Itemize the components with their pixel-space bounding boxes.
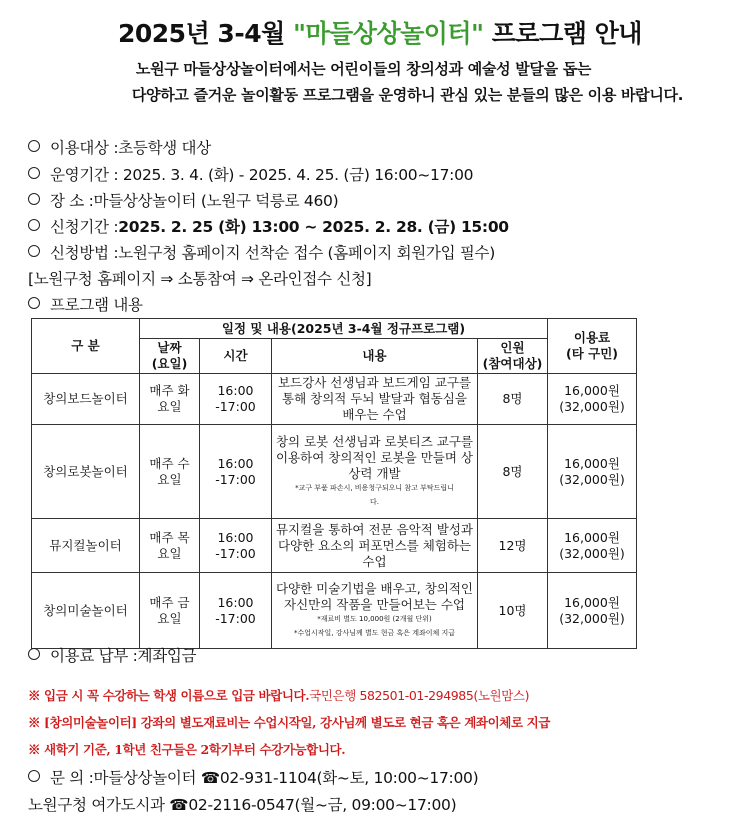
row-people: 8명 — [478, 374, 548, 425]
circle-bullet-icon — [28, 219, 40, 231]
row-fee: 16,000원 (32,000원) — [548, 425, 637, 519]
circle-bullet-icon — [28, 648, 40, 660]
row-fee: 16,000원 (32,000원) — [548, 519, 637, 573]
circle-bullet-icon — [28, 245, 40, 257]
intro-line-2: 다양하고 즐거운 놀이활동 프로그램을 운영하니 관심 있는 분들의 많은 이용 바랍니다. — [131, 86, 684, 104]
row-day: 매주 수 요일 — [140, 425, 200, 519]
page-title — [118, 14, 642, 50]
row-day: 매주 금 요일 — [140, 573, 200, 649]
info-program-content-text: 프로그램 내용 — [50, 296, 143, 314]
row-fee: 16,000원 (32,000원) — [548, 374, 637, 425]
circle-bullet-icon — [28, 193, 40, 205]
table-row — [32, 425, 637, 519]
warning-2: ※ [창의미술놀이터] 강좌의 별도재료비는 수업시작일, 강사님께 별도로 현금 혹은 계좌이체로 지급 — [28, 715, 550, 730]
circle-bullet-icon — [28, 140, 40, 152]
info-target — [28, 136, 211, 158]
contact-line-1 — [28, 766, 478, 788]
row-content: 다양한 미술기법을 배우고, 창의적인 자신만의 작품을 만들어보는 수업 — [275, 581, 474, 613]
row-time: 16:00 -17:00 — [200, 374, 272, 425]
warning-1-account: 국민은행 582501-01-294985(노원맘스) — [309, 688, 530, 703]
row-note-2: *수업시작일, 강사님께 별도 현금 혹은 계좌이체 지급 — [293, 628, 456, 637]
header-day: 날짜 (요일) — [140, 339, 200, 374]
info-period — [28, 163, 473, 185]
info-period-text: 운영기간 : 2025. 3. 4. (화) - 2025. 4. 25. (금) 16:00~17:00 — [50, 166, 474, 184]
table-row — [32, 573, 637, 649]
header-people: 인원 (참여대상) — [478, 339, 548, 374]
circle-bullet-icon — [28, 167, 40, 179]
info-fee-payment — [28, 644, 196, 666]
circle-bullet-icon — [28, 297, 40, 309]
row-people: 8명 — [478, 425, 548, 519]
row-note: *재료비 별도 10,000원 (2개월 단위) — [317, 615, 432, 624]
info-apply-method — [28, 241, 495, 263]
row-content-cell — [272, 425, 478, 519]
title-highlight: "마들상상놀이터" — [292, 19, 484, 48]
row-time: 16:00 -17:00 — [200, 425, 272, 519]
table-row — [32, 519, 637, 573]
row-name: 창의미술놀이터 — [32, 573, 140, 649]
header-time: 시간 — [200, 339, 272, 374]
contact-line-1-text: 문 의 :마들상상놀이터 ☎02-931-1104(화~토, 10:00~17:00) — [50, 769, 479, 787]
contact-line-2: 노원구청 여가도시과 ☎02-2116-0547(월~금, 09:00~17:00) — [28, 796, 457, 814]
program-table — [31, 318, 637, 649]
warning-1-bold: ※ 입금 시 꼭 수강하는 학생 이름으로 입금 바랍니다. — [28, 688, 310, 703]
info-apply-period-label: 신청기간 : — [50, 218, 119, 236]
info-target-text: 이용대상 :초등학생 대상 — [50, 139, 211, 157]
row-day: 매주 화 요일 — [140, 374, 200, 425]
row-content-cell — [272, 573, 478, 649]
info-place-text: 장 소 :마들상상놀이터 (노원구 덕릉로 460) — [50, 192, 339, 210]
header-category: 구 분 — [32, 319, 140, 374]
row-name: 창의보드놀이터 — [32, 374, 140, 425]
warning-1 — [28, 686, 529, 704]
info-program-content — [28, 293, 143, 315]
row-note: *교구 부품 파손시, 비용청구되오니 참고 부탁드립니 다. — [295, 484, 454, 506]
row-time: 16:00 -17:00 — [200, 573, 272, 649]
info-apply-period — [28, 215, 509, 237]
intro-line-1: 노원구 마들상상놀이터에서는 어린이들의 창의성과 예술성 발달을 돕는 — [135, 60, 592, 78]
info-apply-period-value: 2025. 2. 25 (화) 13:00 ~ 2025. 2. 28. (금) 15:00 — [118, 218, 509, 236]
row-content: 뮤지컬을 통하여 전문 음악적 발성과 다양한 요소의 퍼포먼스를 체험하는 수업 — [272, 519, 478, 573]
row-fee: 16,000원 (32,000원) — [548, 573, 637, 649]
row-content: 창의 로봇 선생님과 로봇티즈 교구를 이용하여 창의적인 로봇을 만들며 상 상력 개발 — [275, 434, 474, 482]
circle-bullet-icon — [28, 770, 40, 782]
row-name: 창의로봇놀이터 — [32, 425, 140, 519]
row-content: 보드강사 선생님과 보드게임 교구를 통해 창의적 두뇌 발달과 협동심을 배우는 수업 — [272, 374, 478, 425]
warning-3: ※ 새학기 기준, 1학년 친구들은 2학기부터 수강가능합니다. — [28, 742, 346, 757]
header-content: 내용 — [272, 339, 478, 374]
info-fee-payment-text: 이용료 납부 :계좌입금 — [50, 647, 197, 665]
title-prefix: 2025년 3-4월 — [118, 19, 293, 48]
info-apply-path: [노원구청 홈페이지 ⇒ 소통참여 ⇒ 온라인접수 신청] — [28, 270, 372, 288]
header-fee: 이용료 (타 구민) — [548, 319, 637, 374]
info-place — [28, 189, 338, 211]
row-day: 매주 목 요일 — [140, 519, 200, 573]
table-row — [32, 374, 637, 425]
title-suffix: 프로그램 안내 — [483, 19, 642, 48]
row-name: 뮤지컬놀이터 — [32, 519, 140, 573]
row-time: 16:00 -17:00 — [200, 519, 272, 573]
header-schedule: 일정 및 내용(2025년 3-4월 정규프로그램) — [140, 319, 548, 339]
row-people: 12명 — [478, 519, 548, 573]
row-people: 10명 — [478, 573, 548, 649]
info-apply-method-text: 신청방법 :노원구청 홈페이지 선착순 접수 (홈페이지 회원가입 필수) — [50, 244, 495, 262]
